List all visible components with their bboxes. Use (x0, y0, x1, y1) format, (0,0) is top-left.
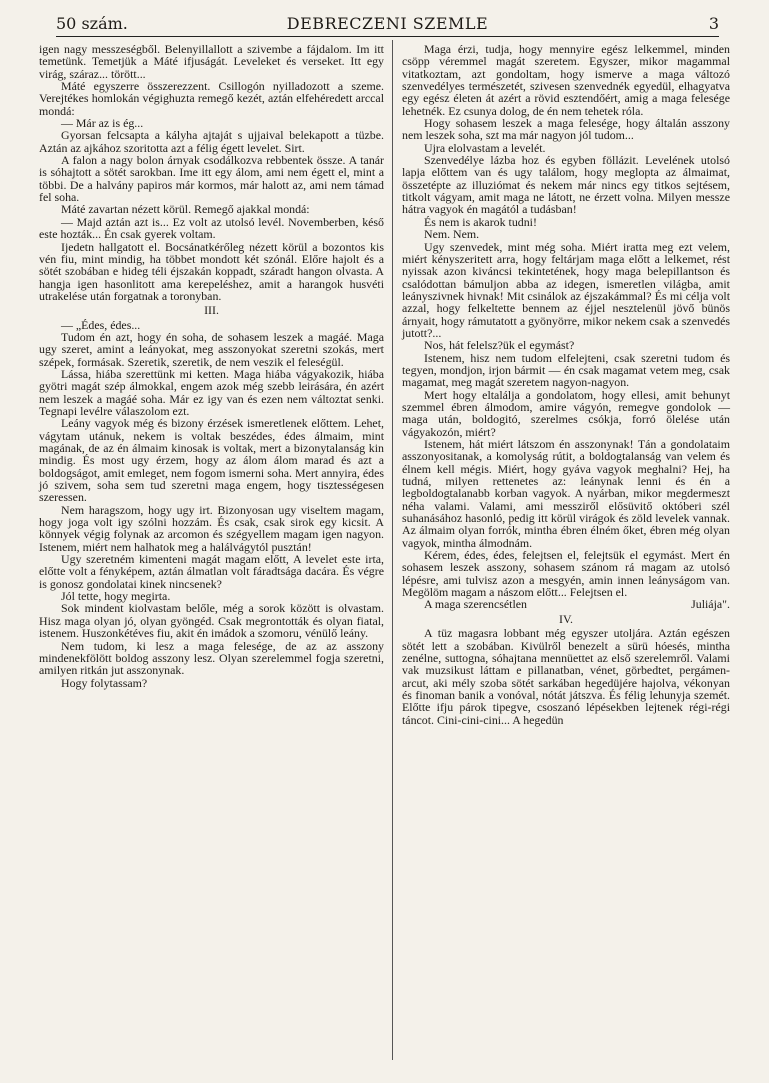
paragraph: Ujra elolvastam a levelét. (424, 140, 546, 155)
paragraph: — Már az is ég... (61, 116, 144, 131)
paragraph: Gyorsan felcsapta a kályha ajtaját s ujjaival belekapott a tüzbe. Aztán az ajkához szoritotta azt a félig égett levelet. Sirt. (39, 128, 384, 155)
paragraph: Szenvedélye lázba hoz és egyben föllázit. Levelének utolsó lapja előttem van és ugy találom, hogy meglopta az álmaimat, összetépte az illuziómat és nekem már nincs egy titkos sejtésem, titkolt vágyam, amit maga ne látott, ne érzett volna. Milyen messze hátra vagyok én magától a tudásban! (402, 153, 730, 217)
signature-name: Juliája". (691, 597, 730, 612)
signature-closing: A maga szerencsétlen (424, 597, 528, 612)
paragraph: Nos, hát felelsz?ük el egymást? (424, 338, 575, 353)
paragraph: Máté egyszerre összerezzent. Csillogón nyilladozott a szeme. Verejtékes homlokán végighuzta remegő kezét, aztán elfehéredett arccal mondá: (39, 79, 384, 118)
paragraph: igen nagy messzeségből. Belenyillallott a szivembe a fájdalom. Im itt temetünk. Temetjük a Máté ifjuságát. Leveleket és verseket. Itt egy virág, száraz... törött... (39, 42, 384, 81)
paragraph: Lássa, hiába szerettünk mi ketten. Maga hiába vágyakozik, hiába gyötri magát szép álmokkal, engem azok még szebb leirására, én azért nem leszek a magáé soha. Már ez igy van és ezen nem változtat senki. Tegnapi levélre válaszolom ezt. (39, 366, 384, 418)
paragraph: Nem. Nem. (424, 227, 480, 242)
section-heading: III. (204, 303, 219, 318)
right-column (402, 43, 730, 726)
issue-number: 50 szám. (56, 14, 128, 33)
paragraph: Leány vagyok még és bizony érzések ismeretlenek előttem. Lehet, vágytam utánuk, nekem is voltak beszédes, édes álmaim, mint magának, de az én álmaim kinosak is voltak, mert a bizonytalanság kin mindig. És most ugy érzem, hogy az álom álom marad és azt a boldogságot, amit emleget, nem fogom ismerni soha. Mert annyira, édes jó szivem, soha sem tud szeretni maga engem, hogy tisztességesen szeressen. (39, 416, 384, 505)
left-column (39, 43, 384, 689)
paragraph: Ijedetn hallgatott el. Bocsánatkérőleg nézett körül a bozontos kis vén fiu, mint mindig, ha többet mondott két szónál. Előre hajolt és a sötét szobában e hideg téli éjszakán koppadt, száradt hangon olvasta. A hangja igen hasonlitott ama kerepeléshez, amit a harangok husvéti utrakelése után forgatnak a toronyban. (39, 239, 384, 303)
paragraph: Nem haragszom, hogy ugy irt. Bizonyosan ugy viseltem magam, hogy joga volt igy szólni hozzám. És csak, csak sirok egy kicsit. A könnyek végig folynak az arcomon és szégyellem magam igen nagyon. Istenem, miért nem halhatok meg a halálvágytól pusztán! (39, 502, 384, 554)
paragraph: Nem tudom, ki lesz a maga felesége, de az az asszony mindenekfölött boldog asszony lesz. Olyan szerelemmel fogja szeretni, amilyen ritkán jut asszonynak. (39, 638, 384, 678)
page-header (56, 14, 719, 37)
paragraph: A tüz magasra lobbant még egyszer utoljára. Aztán egészen sötét lett a szobában. Kivülről benezelt a sürü hóesés, mintha zenélne, suttogna, sóhajtana mennüettet az első szerelemről. Valami vak muzsikust láttam e pillanatban, vénet, görbedtet, pergámen-arcut, aki mély szoba sötét sarkában hegedüjére hajolva, vékonyan és finoman banik a vonóval, nótát játszva. És félig lehunyja szemét. Előtte ifju párok tipegve, csoszanó lépésekben lejtenek régi-régi táncot. Cini-cini-cini... A hegedün (402, 626, 730, 727)
paragraph: Istenem, hát miért látszom én asszonynak! Tán a gondolataim asszonyositanak, a komolyság rútit, a boldogtalanság van velem és élnem kell mégis. Miért, hogy gyáva vagyok meghalni? Hej, ha tudná, milyen rettenetes az: leánynak lenni és én a legboldogtalanabb korban vagyok. A nyárban, mikor megdermeszt néha valami. Valami, ami messziről elősüvitő októberi szél suhanásához hasonló, pedig itt körül virágok és zöld levelek vannak. Az álmaim olyan forrók, mintha ébren élném őket, ébren még olyan vagyok, mintha álmodnám. (402, 437, 730, 550)
paragraph: Istenem, hisz nem tudom elfelejteni, csak szeretni tudom és tegyen, mondjon, irjon bármit — én csak magamat vetem meg, csak magamat, meg magát szeretem nagyon-nagyon. (402, 350, 730, 390)
paragraph: Mert hogy eltalálja a gondolatom, hogy ellesi, amit behunyt szemmel ébren álmodom, amire vágyón, remegve gondolok — maga után, boldogitó, szerelmes csókja, forró ölelése után vágyakozón, miért? (402, 387, 730, 439)
section-heading: IV. (559, 611, 573, 626)
paragraph: Tudom én azt, hogy én soha, de sohasem leszek a magáé. Maga ugy szeret, amint a leányokat, meg asszonyokat szeretni szokás, mert szépek, formásak. Szeretik, szeretik, de nem veszik el feleségül. (39, 329, 384, 369)
paragraph: Sok mindent kiolvastam belőle, még a sorok között is olvastam. Hisz maga olyan jó, olyan gyöngéd. Csak megrontották és olyan fiatal, istenem. Huszonkétéves fiu, akit én imádok a szomoru, vénülő leány. (39, 601, 384, 641)
paragraph: Hogy folytassam? (61, 675, 148, 690)
page-number: 3 (708, 14, 719, 33)
paragraph: — „Édes, édes... (61, 317, 141, 332)
paragraph: — Majd aztán azt is... Ez volt az utolsó levél. Novemberben, késő este hozták... Én csak gyerek voltam. (39, 214, 384, 242)
paragraph: Jól tette, hogy megirta. (61, 589, 171, 604)
paragraph: Ugy szeretném kimenteni magát magam előtt, A levelet este irta, előtte volt a fényképem, aztán álmatlan volt fáradtsága dacára. És végre is gonosz gondolatai kinek nincsenek? (39, 552, 384, 591)
journal-title: DEBRECZENI SZEMLE (286, 14, 489, 33)
letter-signature (402, 598, 730, 610)
paragraph: Ugy szenvedek, mint még soha. Miért iratta meg ezt velem, miért kényszeritett arra, hogy feltárjam maga előtt a lelkemet, rést nyissak azon kiváncsi tekintetének, hogy maga belepillantson és csalódottan bámuljon abba az idegen, ismeretlen világba, amit leányszivnek hivnak! Mit csinálok az éjszakámmal? És mi célja volt azzal, hogy felkeltette bennem az éjjel nesztelenül jövő bünös árnyait, hogy rámutatott a gyönyörre, mikor nekem csak a szenvedés jutott?... (402, 239, 730, 340)
paragraph: Maga érzi, tudja, hogy mennyire egész lelkemmel, minden csöpp véremmel magát szeretem. Egyszer, mikor magammal vitatkoztam, azt gondoltam, hogy ismerve a maga változó szenvedélyes természetét, szivesen szenvednék egyedül, elhagyatva egy egész életen át azért a rövid esztendőért, amig a maga felesége lehetnék. Ez csunya dolog, de én nem tehetek róla. (402, 42, 730, 118)
paragraph: Hogy sohasem leszek a maga felesége, hogy általán asszony nem leszek soha, szt ma már nagyon jól tudom... (402, 116, 730, 143)
paragraph: És nem is akarok tudni! (424, 214, 537, 229)
paragraph: Kérem, édes, édes, felejtsen el, felejtsük el egymást. Mert én sohasem leszek asszony, sohasem szánom rá magam az utolsó lépésre, ami tulvisz azon a mesgyén, amin innen leányságom van. Megölöm magam a nászom előtt... Felejtsen el. (402, 548, 730, 600)
column-divider (392, 40, 393, 1060)
paragraph: Máté zavartan nézett körül. Remegő ajakkal mondá: (61, 202, 310, 217)
paragraph: A falon a nagy bolon árnyak csodálkozva rebbentek össze. A tanár is sóhajtott a sötét sarokban. Ime itt egy álom, ami nem égett el, mint a többi. De a halvány papiros már kormos, már halott az, ami nem támad fel soha. (39, 153, 384, 205)
